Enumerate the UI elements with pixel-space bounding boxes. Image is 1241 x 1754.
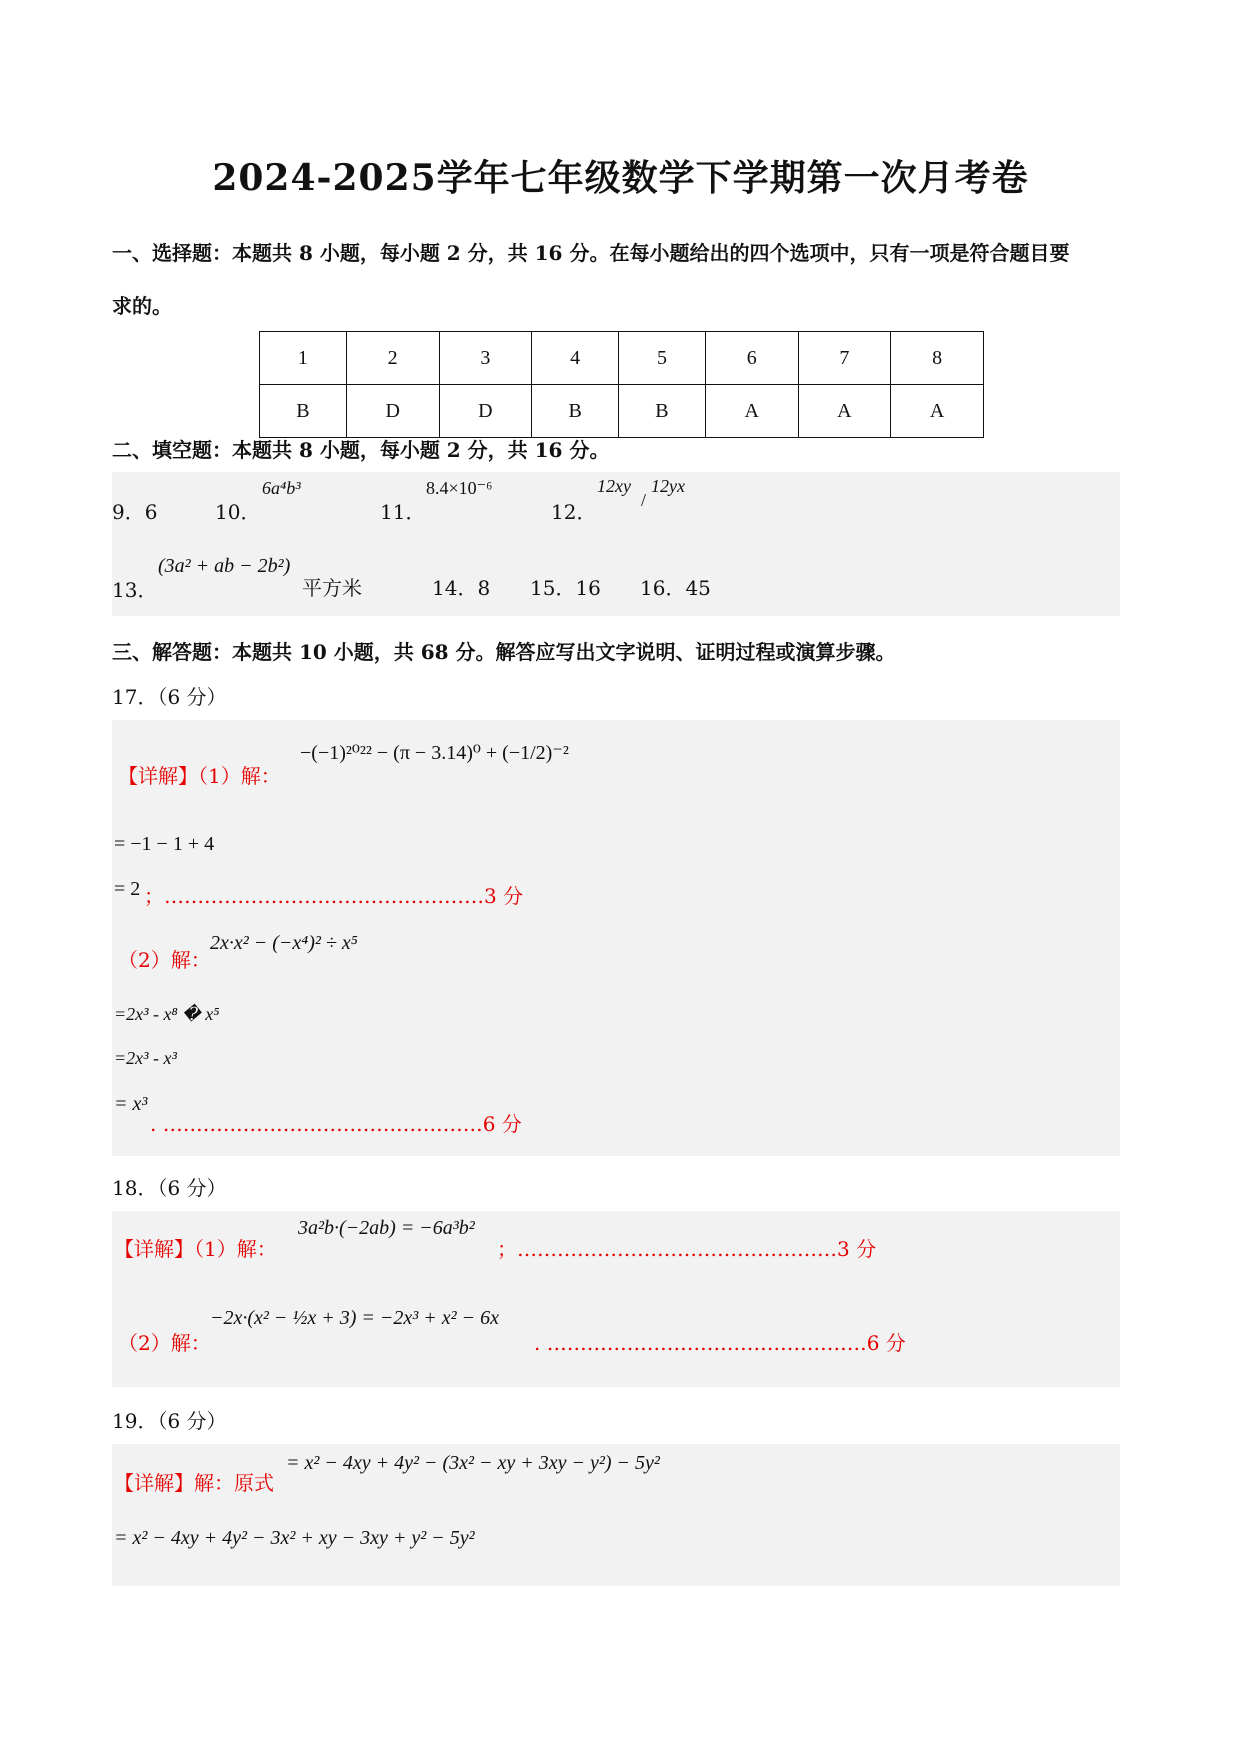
table-cell: A <box>891 385 984 438</box>
section1-heading: 一、选择题：本题共 8 小题，每小题 2 分，共 16 分。在每小题给出的四个选项中，只有一项是符合题目要 <box>112 241 1070 265</box>
table-cell: B <box>260 385 347 438</box>
q19-expr1: = x² − 4xy + 4y² − (3x² − xy + 3xy − y²) − 5y² <box>286 1452 660 1474</box>
q18-part2-score: . …………………………………………6 分 <box>534 1331 906 1355</box>
q17-step4: =2x³ - x³ <box>114 1048 177 1068</box>
table-cell: A <box>798 385 891 438</box>
q19-expr2: = x² − 4xy + 4y² − 3x² + xy − 3xy + y² − 5y² <box>114 1527 475 1549</box>
answer-table <box>259 331 984 438</box>
q12-answer-b: 12yx <box>651 476 685 496</box>
q11-answer: 8.4×10⁻⁶ <box>426 478 493 498</box>
q10-answer: 6a⁴b³ <box>262 478 301 498</box>
q12-separator: / <box>641 490 647 510</box>
page-title: 2024-2025学年七年级数学下学期第一次月考卷 <box>212 157 1029 199</box>
table-cell: D <box>346 385 439 438</box>
table-cell: 2 <box>346 332 439 385</box>
q17-step2: = 2 <box>114 878 141 900</box>
q13-label: 13． <box>112 578 158 602</box>
table-cell: 1 <box>260 332 347 385</box>
table-cell: 3 <box>439 332 532 385</box>
q18-part1-expr: 3a²b·(−2ab) = −6a³b² <box>298 1217 475 1239</box>
q18-label: 18．（6 分） <box>112 1176 227 1200</box>
q9-answer: 9．6 <box>112 500 158 524</box>
q13-unit: 平方米 <box>302 576 362 600</box>
q17-part2-prefix: （2）解： <box>118 948 211 972</box>
q17-part1-prefix: 【详解】（1）解： <box>118 764 281 788</box>
table-cell: B <box>532 385 619 438</box>
q17-step2-score: ；…………………………………………3 分 <box>144 884 524 908</box>
table-cell: 8 <box>891 332 984 385</box>
q12-answer-a: 12xy <box>597 476 631 496</box>
table-cell: D <box>439 385 532 438</box>
table-cell: A <box>705 385 798 438</box>
table-cell: 5 <box>619 332 706 385</box>
q18-part2-expr: −2x·(x² − ½x + 3) = −2x³ + x² − 6x <box>210 1307 500 1329</box>
q11-label: 11． <box>380 500 426 524</box>
q17-part2-expr: 2x·x² − (−x⁴)² ÷ x⁵ <box>210 932 358 954</box>
q10-label: 10． <box>215 500 261 524</box>
q13-answer: (3a² + ab − 2b²) <box>158 555 291 577</box>
q17-step5: = x³ <box>114 1093 148 1115</box>
section2-heading: 二、填空题：本题共 8 小题，每小题 2 分，共 16 分。 <box>112 438 610 462</box>
q18-part1-prefix: 【详解】（1）解： <box>114 1237 277 1261</box>
q17-step1: = −1 − 1 + 4 <box>114 833 215 855</box>
q19-prefix: 【详解】解：原式 <box>114 1471 274 1495</box>
answer-table-answers-row <box>260 385 984 438</box>
q17-part1-expr: −(−1)²⁰²² − (π − 3.14)⁰ + (−1/2)⁻² <box>300 742 569 764</box>
answer-table-numbers-row <box>260 332 984 385</box>
q14-answer: 14．8 <box>432 576 491 600</box>
q17-label: 17．（6 分） <box>112 685 227 709</box>
section1-heading-cont: 求的。 <box>112 294 172 318</box>
q18-part2-prefix: （2）解： <box>118 1331 211 1355</box>
q17-step3: =2x³ - x⁸ � x⁵ <box>114 1004 220 1024</box>
q15-answer: 15．16 <box>530 576 601 600</box>
table-cell: 7 <box>798 332 891 385</box>
q12-label: 12． <box>551 500 597 524</box>
section3-heading: 三、解答题：本题共 10 小题，共 68 分。解答应写出文字说明、证明过程或演算步骤。 <box>112 640 896 664</box>
q18-part1-score: ；…………………………………………3 分 <box>497 1237 877 1261</box>
table-cell: 6 <box>705 332 798 385</box>
q16-answer: 16．45 <box>640 576 711 600</box>
table-cell: 4 <box>532 332 619 385</box>
q17-step5-score: . …………………………………………6 分 <box>150 1112 522 1136</box>
q19-label: 19．（6 分） <box>112 1409 227 1433</box>
table-cell: B <box>619 385 706 438</box>
